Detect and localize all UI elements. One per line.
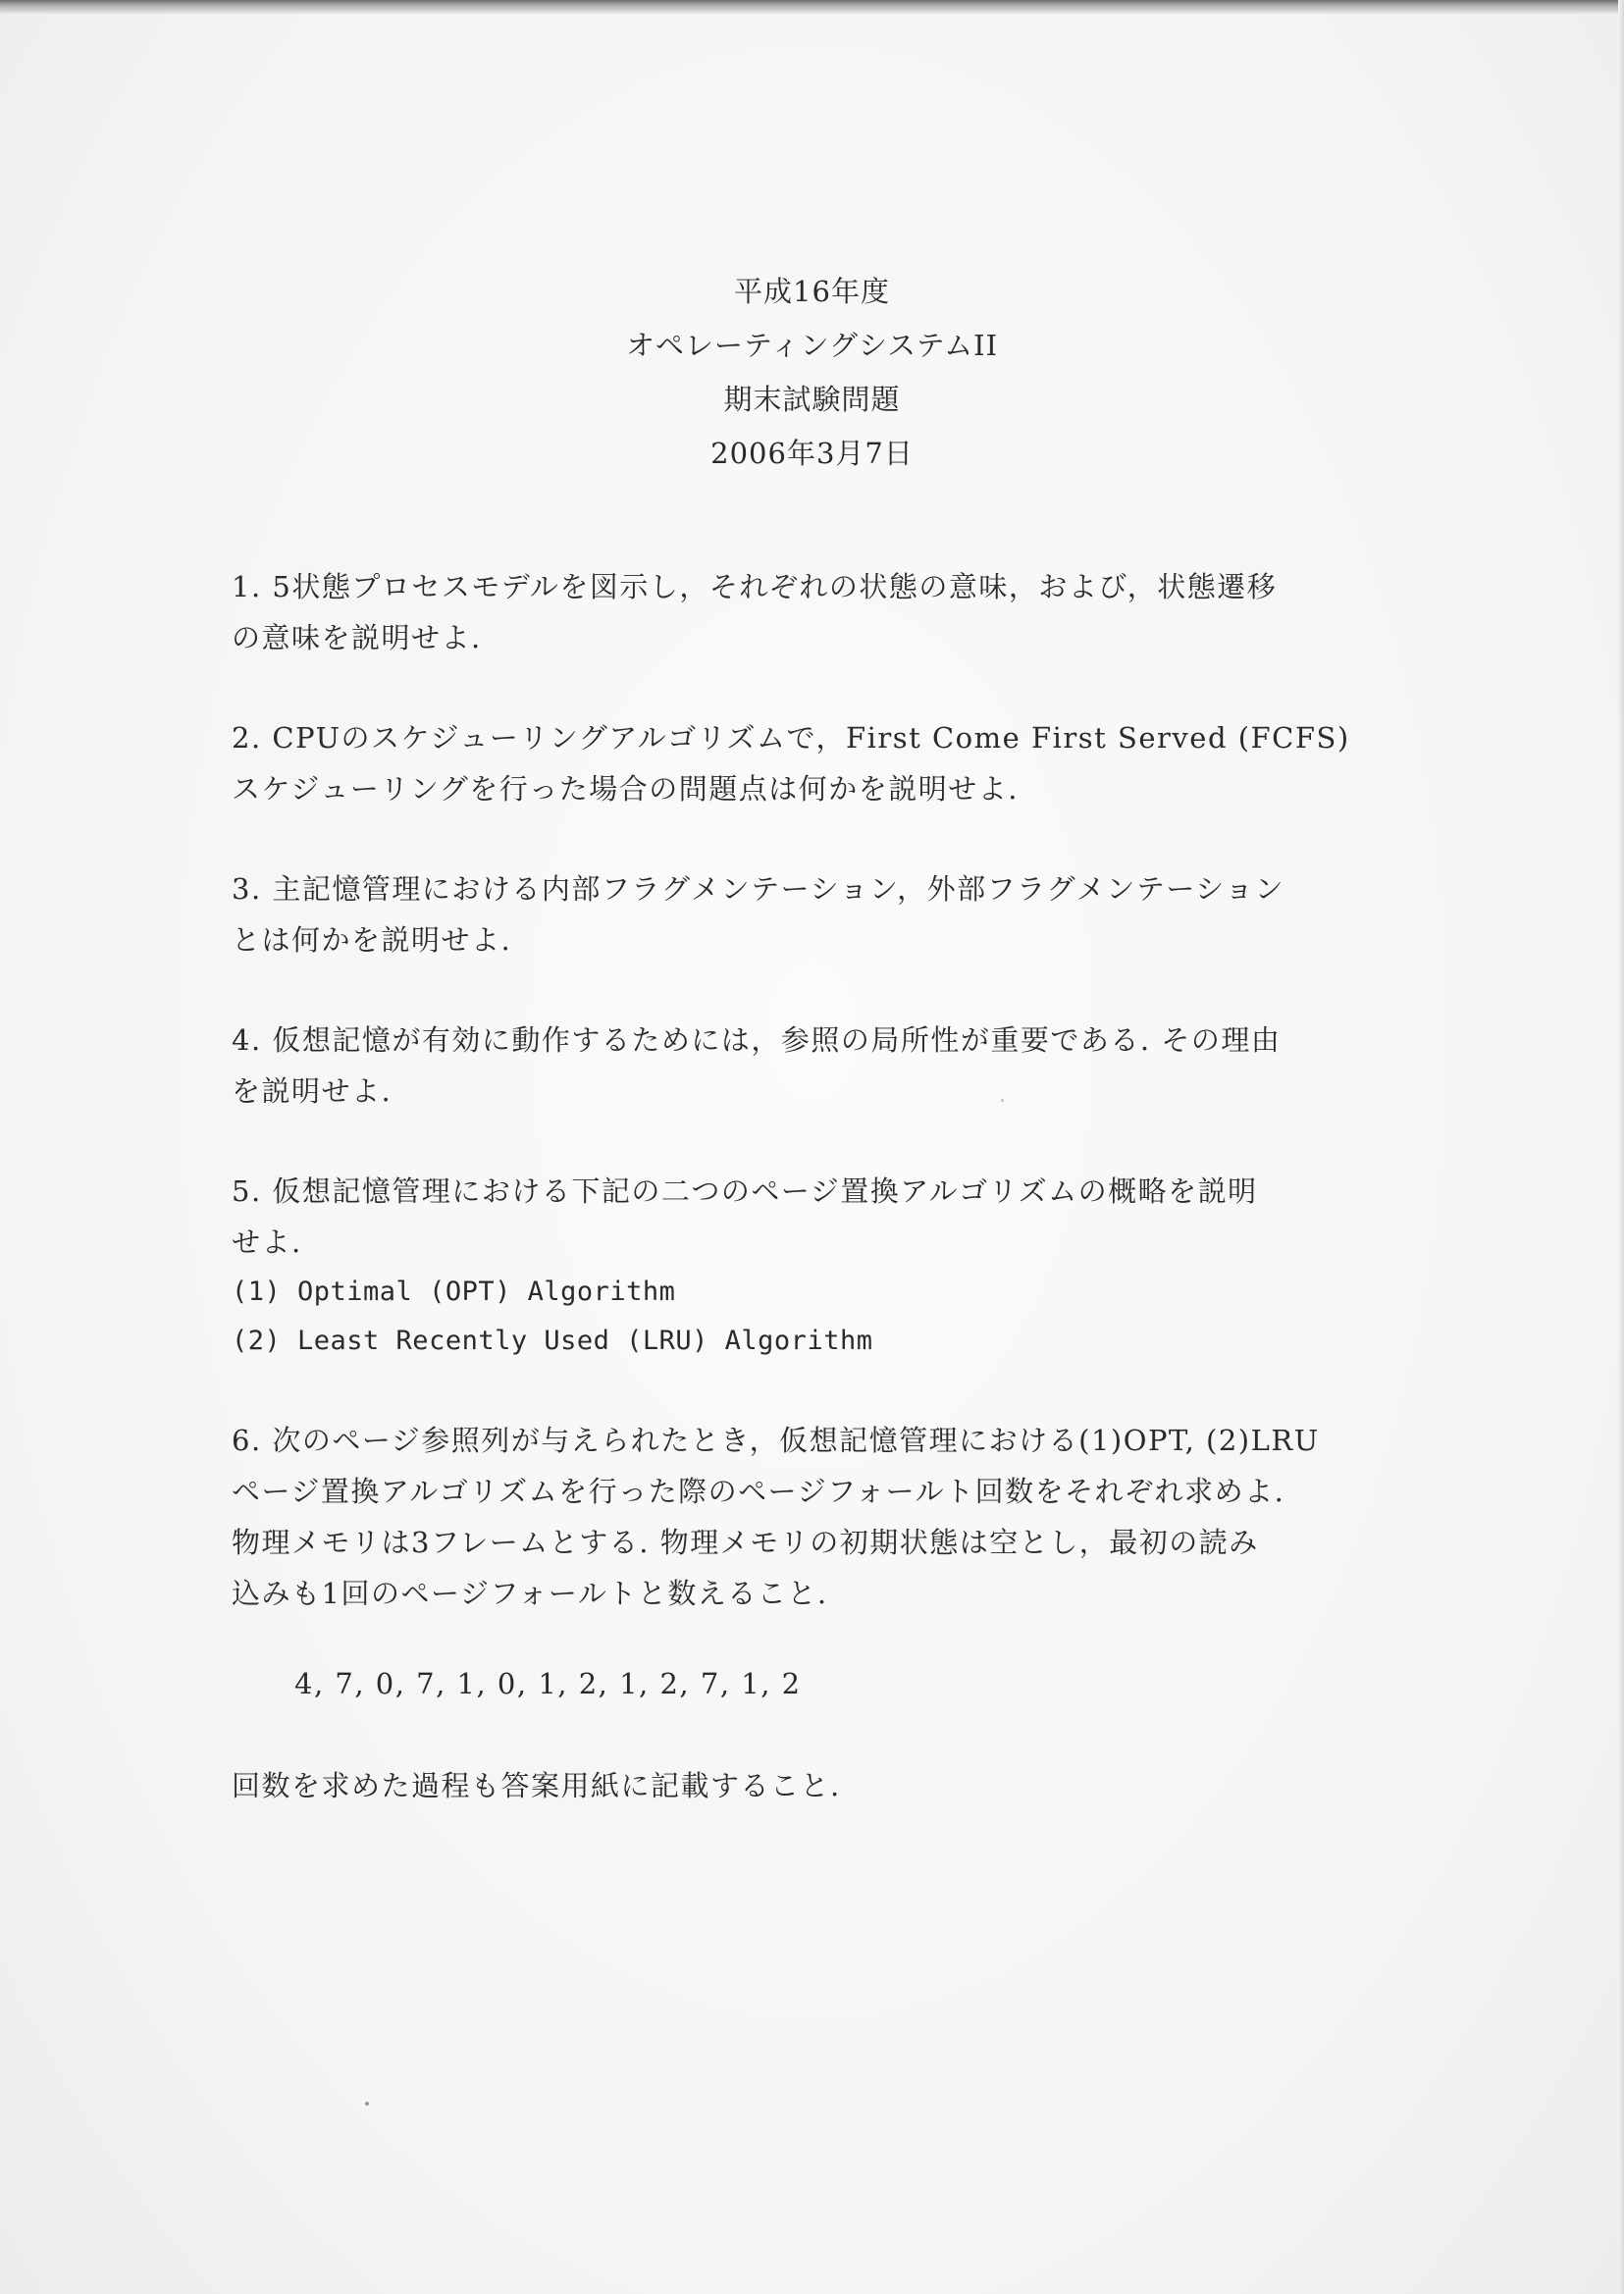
question-line: 4. 仮想記憶が有効に動作するためには，参照の局所性が重要である. その理由 — [232, 1023, 1282, 1057]
question-line: 3. 主記憶管理における内部フラグメンテーション，外部フラグメンテーション — [232, 872, 1285, 906]
header-date: 2006年3月7日 — [710, 437, 914, 470]
question-line: を説明せよ. — [232, 1074, 393, 1108]
question-3 — [232, 863, 1414, 965]
header-exam-title: 期末試験問題 — [723, 383, 901, 416]
question-subitem-lru: (2) Least Recently Used (LRU) Algorithm — [232, 1326, 873, 1356]
question-line: の意味を説明せよ. — [232, 621, 482, 654]
question-4 — [232, 1015, 1414, 1117]
question-5 — [232, 1166, 1414, 1366]
header-year: 平成16年度 — [734, 275, 890, 308]
question-line: せよ. — [232, 1225, 302, 1259]
question-line: 6. 次のページ参照列が与えられたとき，仮想記憶管理における(1)OPT, (2)LRU — [232, 1424, 1320, 1457]
question-line: 2. CPUのスケジューリングアルゴリズムで，First Come First Served (FCFS) — [232, 721, 1350, 755]
question-2 — [232, 712, 1414, 814]
question-6 — [232, 1415, 1414, 1709]
exam-header — [0, 265, 1624, 481]
question-list — [232, 561, 1414, 1811]
question-line: 1. 5状態プロセスモデルを図示し，それぞれの状態の意味，および，状態遷移 — [232, 570, 1278, 603]
closing-instruction: 回数を求めた過程も答案用紙に記載すること. — [232, 1769, 841, 1802]
question-line: ページ置換アルゴリズムを行った際のページフォールト回数をそれぞれ求めよ. — [232, 1475, 1285, 1508]
scan-speck — [365, 2102, 369, 2106]
question-line: とは何かを説明せよ. — [232, 923, 512, 957]
page-reference-sequence: 4, 7, 0, 7, 1, 0, 1, 2, 1, 2, 7, 1, 2 — [294, 1667, 802, 1700]
question-line: 5. 仮想記憶管理における下記の二つのページ置換アルゴリズムの概略を説明 — [232, 1174, 1258, 1208]
question-1 — [232, 561, 1414, 663]
question-line: スケジューリングを行った場合の問題点は何かを説明せよ. — [232, 772, 1019, 806]
header-course: オペレーティングシステムII — [625, 329, 999, 362]
scan-top-edge — [0, 0, 1624, 14]
question-line: 込みも1回のページフォールトと数えること. — [232, 1577, 828, 1610]
question-line: 物理メモリは3フレームとする. 物理メモリの初期状態は空とし，最初の読み — [232, 1526, 1259, 1559]
scan-speck — [1001, 1099, 1004, 1102]
question-subitem-opt: (1) Optimal (OPT) Algorithm — [232, 1277, 676, 1307]
